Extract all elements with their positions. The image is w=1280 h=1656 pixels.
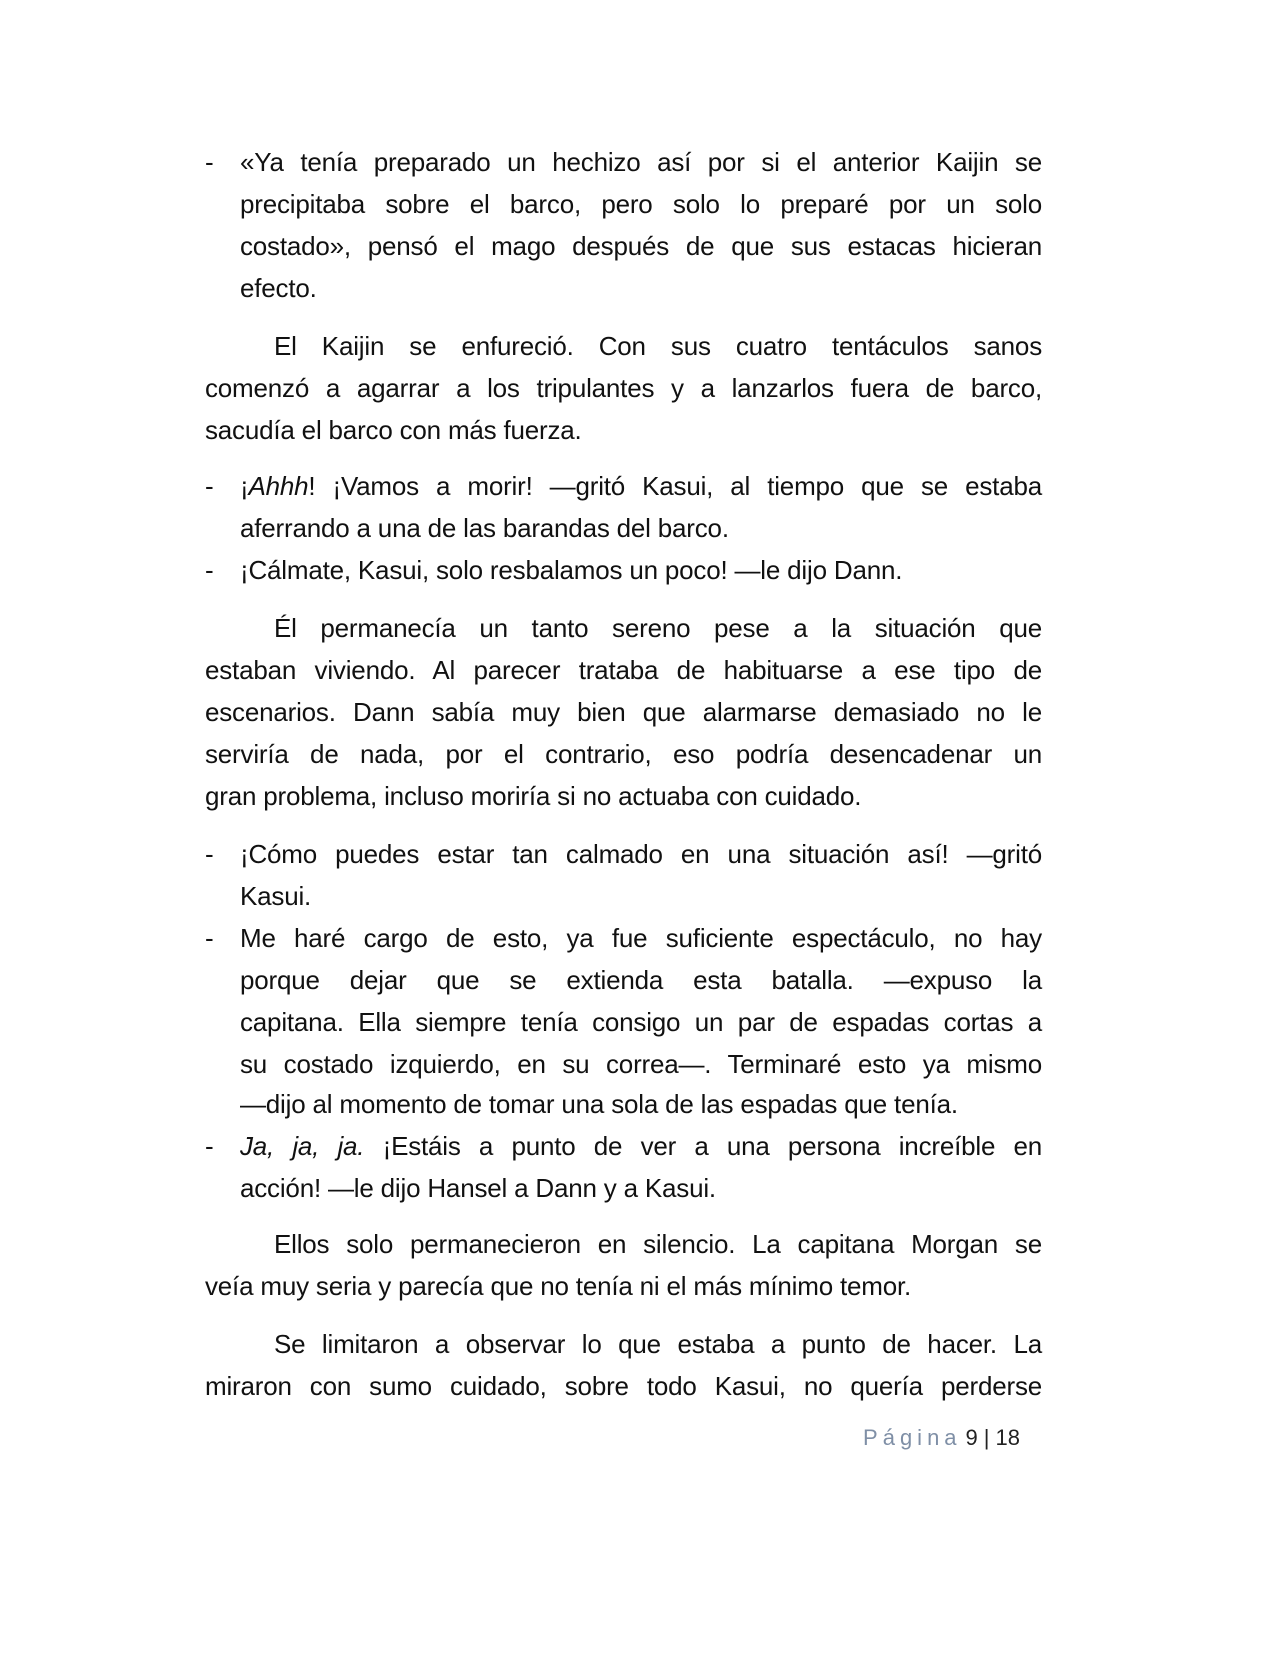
text-line: capitana. Ella siempre tenía consigo un par de espadas cortas a: [240, 1007, 1042, 1037]
text-line: comenzó a agarrar a los tripulantes y a lanzarlos fuera de barco,: [205, 373, 1042, 403]
dialogue-dash: -: [205, 555, 214, 585]
text-line: acción! —le dijo Hansel a Dann y a Kasui.: [240, 1173, 716, 1203]
page-number-footer: [840, 1423, 1020, 1453]
text-line: su costado izquierdo, en su correa—. Terminaré esto ya mismo: [240, 1049, 1042, 1079]
text-line: Se limitaron a observar lo que estaba a punto de hacer. La: [274, 1329, 1042, 1359]
text-line: costado», pensó el mago después de que sus estacas hicieran: [240, 231, 1042, 261]
text-line: Me haré cargo de esto, ya fue suficiente espectáculo, no hay: [240, 923, 1042, 953]
text-fragment: ! ¡Vamos a morir! —gritó Kasui, al tiempo que se estaba: [308, 471, 1042, 501]
total-pages-number: 18: [995, 1425, 1020, 1450]
dialogue-dash: -: [205, 839, 214, 869]
dialogue-dash: -: [205, 923, 214, 953]
text-line: [240, 1126, 1042, 1166]
page-separator: |: [983, 1425, 990, 1450]
text-line: «Ya tenía preparado un hechizo así por si el anterior Kaijin se: [240, 147, 1042, 177]
text-line: veía muy seria y parecía que no tenía ni el más mínimo temor.: [205, 1271, 912, 1301]
text-fragment: ¡Estáis a punto de ver a una persona increíble en: [364, 1131, 1042, 1161]
dialogue-dash: -: [205, 1131, 214, 1161]
text-line: El Kaijin se enfureció. Con sus cuatro tentáculos sanos: [274, 331, 1042, 361]
text-line: Kasui.: [240, 881, 312, 911]
dialogue-dash: -: [205, 471, 214, 501]
text-line: ¡Cómo puedes estar tan calmado en una situación así! —gritó: [240, 839, 1042, 869]
text-line: Ellos solo permanecieron en silencio. La capitana Morgan se: [274, 1229, 1042, 1259]
text-fragment: ¡: [240, 471, 249, 501]
text-line: aferrando a una de las barandas del barco.: [240, 513, 729, 543]
current-page-number: 9: [965, 1425, 978, 1450]
page-label: Página: [863, 1425, 962, 1450]
text-line: estaban viviendo. Al parecer trataba de habituarse a ese tipo de: [205, 655, 1042, 685]
italic-laugh: Ja, ja, ja.: [240, 1131, 365, 1161]
text-line: serviría de nada, por el contrario, eso podría desencadenar un: [205, 739, 1042, 769]
text-line: Él permanecía un tanto sereno pese a la situación que: [274, 613, 1042, 643]
text-line: sacudía el barco con más fuerza.: [205, 415, 582, 445]
text-line: escenarios. Dann sabía muy bien que alarmarse demasiado no le: [205, 697, 1042, 727]
text-line: precipitaba sobre el barco, pero solo lo preparé por un solo: [240, 189, 1042, 219]
dialogue-dash: -: [205, 147, 214, 177]
text-line: miraron con sumo cuidado, sobre todo Kasui, no quería perderse: [205, 1371, 1042, 1401]
text-line: gran problema, incluso moriría si no actuaba con cuidado.: [205, 781, 862, 811]
italic-exclamation: Ahhh: [248, 471, 309, 501]
text-line: ¡Cálmate, Kasui, solo resbalamos un poco! —le dijo Dann.: [240, 555, 903, 585]
text-line: [240, 466, 1042, 506]
text-line: efecto.: [240, 273, 317, 303]
text-line: —dijo al momento de tomar una sola de las espadas que tenía.: [240, 1089, 958, 1119]
text-line: porque dejar que se extienda esta batalla. —expuso la: [240, 965, 1042, 995]
